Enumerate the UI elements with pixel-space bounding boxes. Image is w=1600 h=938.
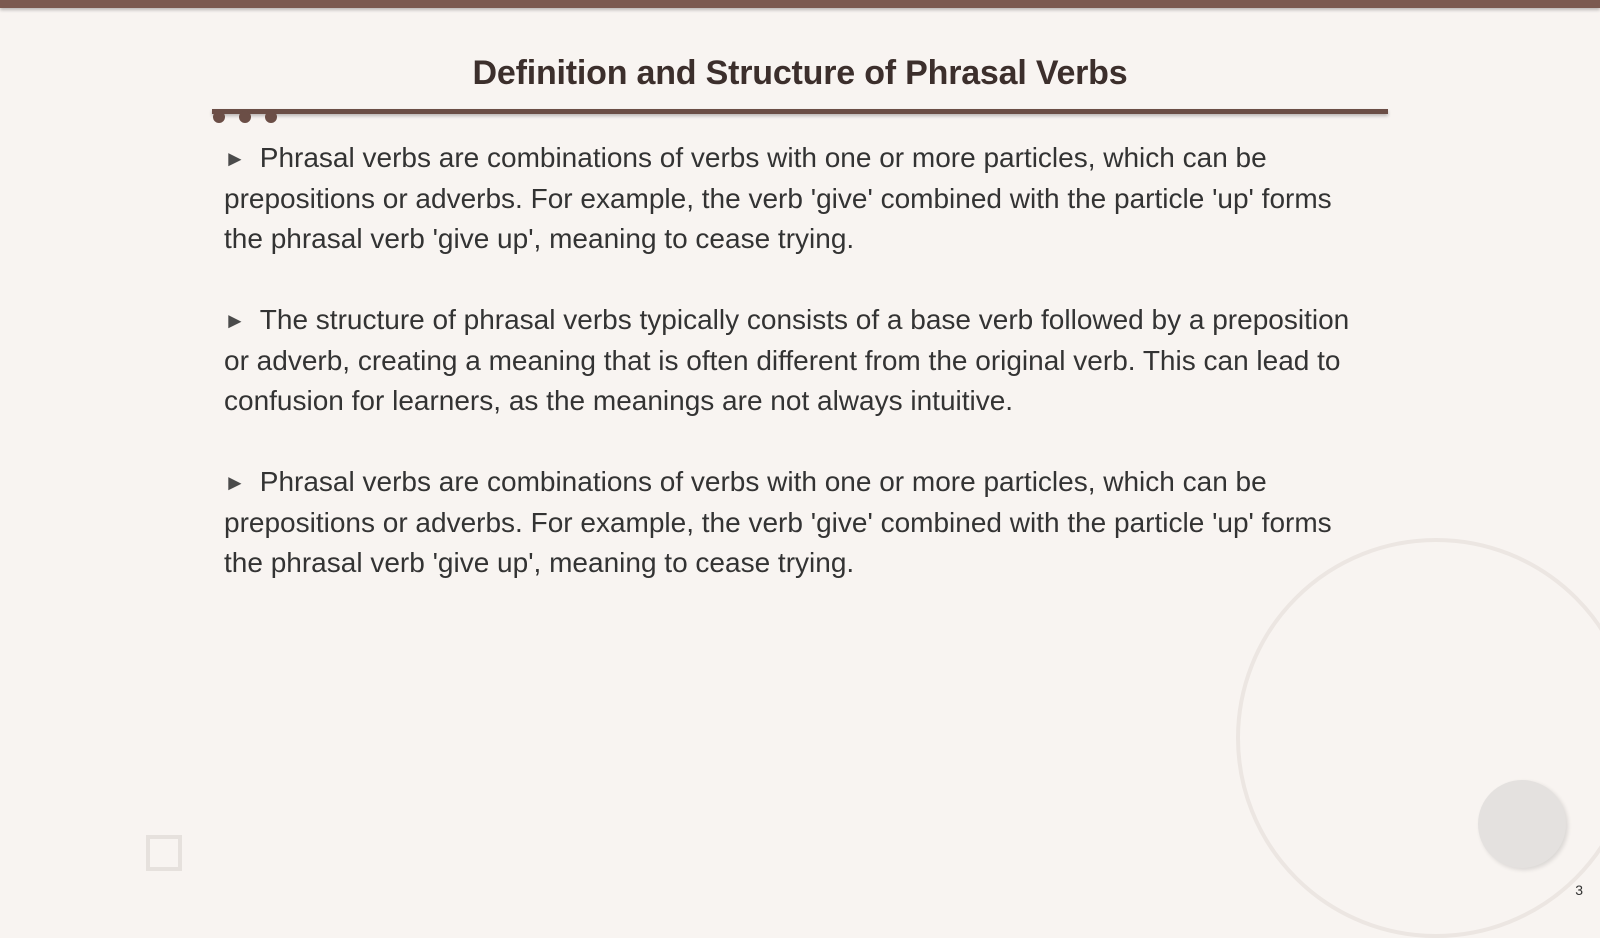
page-number: 3 [1575, 882, 1583, 898]
bullet-list [224, 138, 1374, 624]
decorative-square [146, 835, 182, 871]
top-accent-bar [0, 0, 1600, 8]
bullet-item [224, 138, 1374, 259]
bullet-text: Phrasal verbs are combinations of verbs with one or more particles, which can be prepositions or adverbs. For example, the verb 'give' combined with the particle 'up' forms the phrasal verb 'give up', meaning to cease trying. [224, 466, 1332, 578]
bullet-text: The structure of phrasal verbs typically consists of a base verb followed by a preposition or adverb, creating a meaning that is often different from the original verb. This can lead to confusion for learners, as the meanings are not always intuitive. [224, 304, 1350, 416]
decorative-circle [1478, 780, 1566, 868]
triangle-right-icon: ► [224, 308, 246, 333]
title-underline [212, 109, 1388, 114]
triangle-right-icon: ► [224, 146, 246, 171]
slide-title: Definition and Structure of Phrasal Verbs [472, 54, 1128, 92]
title-underline-dot [239, 111, 251, 123]
bullet-item [224, 300, 1374, 421]
title-underline-dot [265, 111, 277, 123]
triangle-right-icon: ► [224, 470, 246, 495]
bullet-text: Phrasal verbs are combinations of verbs with one or more particles, which can be prepositions or adverbs. For example, the verb 'give' combined with the particle 'up' forms the phrasal verb 'give up', meaning to cease trying. [224, 142, 1332, 254]
bullet-item [224, 462, 1374, 583]
title-underline-dot [213, 111, 225, 123]
